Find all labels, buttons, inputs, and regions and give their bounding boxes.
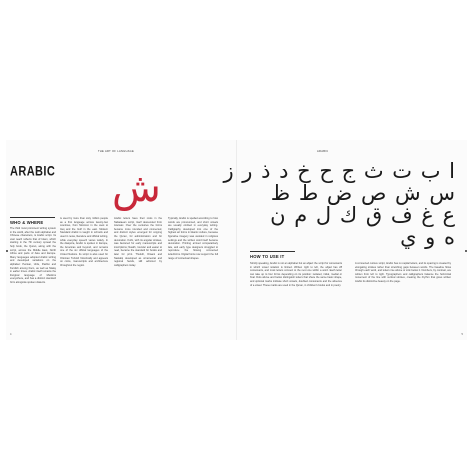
alphabet-row-4: ه و ي <box>400 225 455 249</box>
section-rule-right <box>250 251 295 252</box>
page-edge-mark-right <box>465 250 467 252</box>
running-head-right: ARABIC <box>317 150 329 153</box>
running-head-left: THE ART OF LANGUAGE <box>98 150 135 153</box>
alphabet-row-2: س ش ص ض ط ظ <box>270 181 455 205</box>
section-heading-who-where: WHO & WHERE <box>10 220 44 225</box>
body-column-2: is used by more than sixty million people as a first language across twenty-two countries, from Morocco in the west to Iraq and the Gulf in the east. Modern Standard Arabic is taught in schools and used in news, literature and official writing, while everyday speech varies widely. In the diaspora, Arabic is spoken in Europe, the Americas and beyond, and remains one of the six official languages of the United Nations. Its script is also used for Ottoman Turkish historically and appears on coins, manuscripts and architecture throughout the region. <box>60 217 108 267</box>
page-number-right: 5 <box>461 333 463 336</box>
body-column-3: Arabic letters have their roots in the Nabataean script, itself descended from Aramaic. Over the centuries the forms became more rounded and connected, and distinct styles emerged for copying the Quran, for administration and for decoration. Kufic, with its angular strokes, was favoured for early manuscripts and inscriptions; Naskh, rounder and easier to read, became the standard for books and later for print. Thuluth, Diwani and Nastaliq developed as ornamental and regional hands, still admired by calligraphers today. <box>114 217 162 267</box>
body-column-6: A connected cursive script, Arabic has no capital letters, and its spacing is created by elongating strokes rather than stretching gaps between words. The baseline flows through each word, and letters rise above or sink below it. Numbers, by contrast, are written from left to right. Typographers and calligraphers balance the horizontal movement of the line with vertical strokes, creating the rhythm that gives written Arabic its distinctive beauty on the page. <box>355 262 451 283</box>
alphabet-row-1: ا ب ت ث ج ح خ د ذ ر ز <box>223 159 455 183</box>
alphabet-row-3: ع غ ف ق ك ل م ن <box>270 203 455 227</box>
chapter-title: ARABIC <box>10 164 56 179</box>
section-rule-left <box>10 217 55 218</box>
section-heading-how-to-use: HOW TO USE IT <box>250 254 285 259</box>
body-column-5: Strictly speaking, Arabic is not an alphabet but an abjad: the script for consonants in which vowel notation is limited. Written right to left, the abjad has 28 consonants, and most letters connect to the next one within a word. Each letter can take up to four forms depending on its position: isolated, initial, medial or final. Dots above and below distinguish letters that share the same basic shape, and optional marks indicate short vowels, doubled consonants and the absence of a vowel. These marks are used in the Quran, in children's books and in poetry. <box>250 262 342 287</box>
page-number-left: 4 <box>10 333 12 336</box>
body-column-1: The third most prominent writing system in the world, after the Latin alphabet and Chinese characters, is Arabic script. Its vast reach reflects that of Islam, which starting in the 7th century spread the holy book, the Quran, along with the script, across the Middle East, North Africa and parts of Asia and Europe. Many languages adopted Arabic writing and developed variations on the alphabet: Persian, Urdu, Pashto and Kurdish among them, as well as Malay in earlier times. Arabic itself remains the liturgical language of Muslims everywhere, and has a distinct standard form alongside spoken dialects. <box>10 227 56 284</box>
body-column-4: Typically, Arabic is spelled according to how words are pronounced, and short vowels are usually omitted in everyday writing. Calligraphy developed into one of the highest art forms in Islamic culture, because figurative imagery was avoided in religious settings and the written word itself became decoration. Printing arrived comparatively late, and early type designers struggled to reproduce the flowing connected letterforms. Digital fonts now support the full range of contextual shapes. <box>168 217 218 260</box>
page-edge-mark-left <box>6 250 8 252</box>
featured-arabic-letter: ش <box>112 165 161 211</box>
